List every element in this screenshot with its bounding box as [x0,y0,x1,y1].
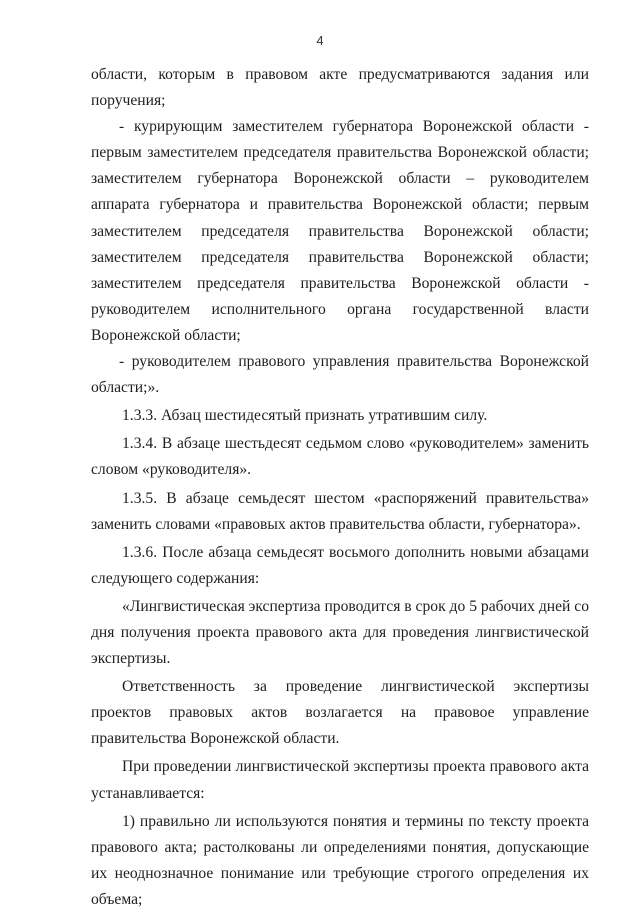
paragraph-linguistic-expertise-term: «Лингвистическая экспертиза проводится в срок до 5 рабочих дней со дня получения проекта правового акта для проведения лингвистической экспертизы. [91,597,589,668]
paragraph-item-1-3-3: 1.3.3. Абзац шестидесятый признать утратившим силу. [122,407,488,425]
paragraph-item-1-3-5: 1.3.5. В абзаце семьдесят шестом «распоряжений правительства» заменить словами «правовых актов правительства области, губернатора». [91,489,589,533]
paragraph-criterion-1: 1) правильно ли используются понятия и термины по тексту проекта правового акта; растолкованы ли определениями понятия, допускающие их неоднозначное понимание или требующие строгого определения их объема; [91,812,589,908]
paragraph-establishes: При проведении лингвистической экспертизы проекта правового акта устанавливается: [91,758,589,802]
paragraph-list-item-curators: - курирующим заместителем губернатора Воронежской области - первым заместителем председателя правительства Воронежской области; заместителем губернатора Воронежской области – руководителем аппарата губернатора и правительства Воронежской области; первым заместителем председателя правительства Воронежской области; заместителем председателя правительства Воронежской области; заместителем председателя правительства Воронежской области - руководителем исполнительного органа государственной власти Воронежской области; [91,118,589,344]
paragraph-item-1-3-4: 1.3.4. В абзаце шестьдесят седьмом слово «руководителем» заменить словом «руководителя». [91,435,589,479]
paragraph-item-1-3-6: 1.3.6. После абзаца семьдесят восьмого дополнить новыми абзацами следующего содержания: [91,543,589,587]
page-number: 4 [316,33,324,48]
paragraph-responsibility: Ответственность за проведение лингвистической экспертизы проектов правовых актов возлагается на правовое управление правительства Воронежской области. [91,678,589,748]
paragraph-continuation: области, которым в правовом акте предусматриваются задания или поручения; [91,66,589,110]
paragraph-list-item-legal-department: - руководителем правового управления правительства Воронежской области;». [91,353,589,397]
document-body [91,62,589,913]
